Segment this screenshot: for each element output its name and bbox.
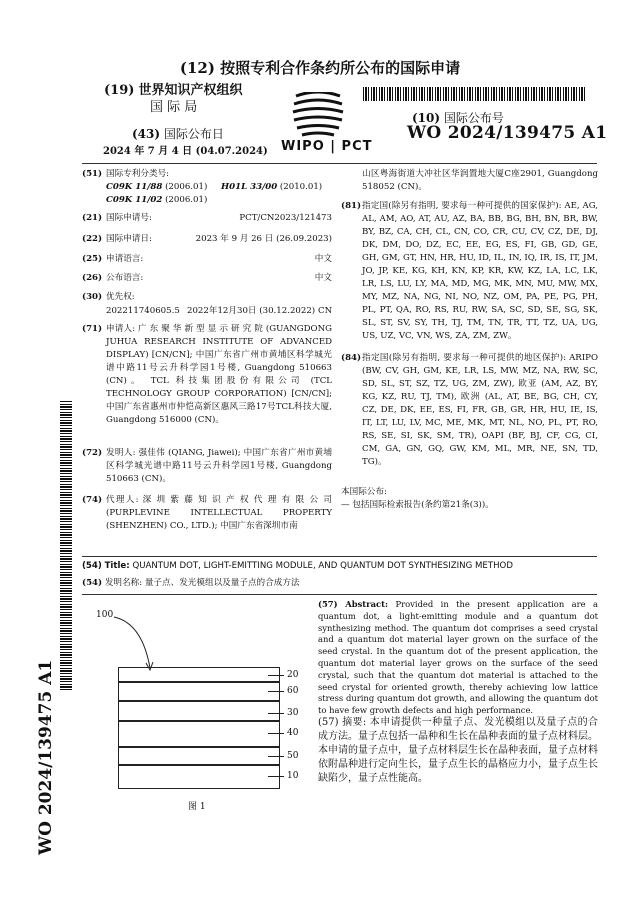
wipo-pct-label: WIPO | PCT xyxy=(281,139,373,154)
ref-arrow-icon xyxy=(112,613,172,673)
layer-30 xyxy=(118,701,280,721)
figure-caption: 图 1 xyxy=(188,802,206,812)
label-30: 30 xyxy=(287,708,299,718)
agent-num: (74) xyxy=(82,495,103,505)
agent-text: 代理人: 深 圳 紫 藤 知 识 产 权 代 理 有 限 公 司 (PURPLEVINE INTELLECTUAL PROPERTY (SHENZHEN) CO., LTD.); 中国广东省深圳市南 xyxy=(106,495,332,531)
layer-50 xyxy=(118,747,280,765)
org-name-text: 世界知识产权组织 xyxy=(138,83,243,98)
layer-20 xyxy=(118,667,280,682)
published-item: — 包括国际检索报告(条约第21条(3))。 xyxy=(341,500,494,510)
publication-language: (26) 公布语言: 中文 xyxy=(82,273,332,283)
barcode-side xyxy=(60,400,72,690)
label-50: 50 xyxy=(287,751,299,761)
label-40: 40 xyxy=(287,728,299,738)
label-20: 20 xyxy=(287,670,299,680)
filing-date: (22) 国际申请日: 2023 年 9 月 26 日 (26.09.2023) xyxy=(82,234,332,244)
header-rule xyxy=(82,163,597,164)
ipc-field: (51) 国际专利分类号: xyxy=(82,169,170,179)
published-label: 本国际公布: xyxy=(341,487,387,497)
layer-40 xyxy=(118,721,280,747)
pubno-label: (10) 国际公布号 xyxy=(412,111,504,125)
barcode-top xyxy=(363,87,585,101)
title-en: (54) Title: QUANTUM DOT, LIGHT-EMITTING MODULE, AND QUANTUM DOT SYNTHESIZING METHOD xyxy=(82,561,513,571)
regional-num: (84) xyxy=(341,353,362,363)
pubno-value: WO 2024/139475 A1 xyxy=(407,123,608,143)
agent-text-cont: 山区粤海街道大冲社区华润置地大厦C座2901, Guangdong 518052 (CN)。 xyxy=(362,169,598,192)
document-title: (12) 按照专利合作条约所公布的国际申请 xyxy=(179,59,461,77)
pubdate-label: (43) 国际公布日 xyxy=(132,127,224,141)
applicant-text: 申请人: 广 东 聚 华 新 型 显 示 研 究 院 (GUANGDONG JUHUA RESEARCH INSTITUTE OF ADVANCED DISPLAY) [CN/CN]; 中国广东省广州市黄埔区科学城光谱中路11号云升科学园1号楼, Guangdong 510663 (CN)。 TCL 科技集团股份有限公司 (TCL TECHNOLOGY GROUP CORPORATION) [CN/CN]; 中国广东省惠州市仲恺高新区惠风三路17号TCL科技大厦, Guangdong 516000 (CN)。 xyxy=(106,324,332,425)
label-10: 10 xyxy=(287,771,299,781)
priority-field: (30) 优先权: xyxy=(82,292,135,302)
wipo-logo xyxy=(288,92,348,142)
filing-language: (25) 申请语言: 中文 xyxy=(82,254,332,264)
applicant-num: (71) xyxy=(82,324,103,334)
inventor-num: (72) xyxy=(82,448,103,458)
wipo-emblem-icon xyxy=(288,92,348,142)
org-sub: 国 际 局 xyxy=(150,100,198,115)
inventor-text: 发明人: 强佳伟 (QIANG, Jiawei); 中国广东省广州市黄埔区科学城光谱中路11号云升科学园1号楼, Guangdong 510663 (CN)。 xyxy=(106,448,332,484)
org-num: (19) xyxy=(104,83,135,98)
title-zh: (54) 发明名称: 量子点、发光模组以及量子点的合成方法 xyxy=(82,578,300,588)
side-pubno: WO 2024/139475 A1 xyxy=(36,659,56,855)
layer-60 xyxy=(118,682,280,701)
ipc-line-1: C09K 11/88 (2006.01) xyxy=(106,182,208,192)
layer-10 xyxy=(118,765,280,789)
pubdate-value: 2024 年 7 月 4 日 (04.07.2024) xyxy=(103,146,268,157)
priority-appno: 202211740605.5 xyxy=(106,306,180,316)
org-name xyxy=(104,84,243,97)
priority-date: 2022年12月30日 (30.12.2022) xyxy=(187,306,316,316)
designated-states: 指定国(除另有指明, 要求每一种可提供的国家保护): AE, AG, AL, AM, AO, AT, AU, AZ, BA, BB, BG, BH, BN, BR, BW, BY, BZ, CA, CH, CL, CN, CO, CR, CU, CV, CZ, DE, DJ, DK, DM, DO, DZ, EC, EE, EG, ES, FI, GB, GD, GE, GH, GM, GT, HN, HR, HU, ID, IL, IN, IQ, IR, IS, IT, JM, JO, JP, KE, KG, KH, KN, KP, KR, KW, KZ, LA, LC, LK, LR, LS, LU, LY, MA, MD, MG, MK, MN, MU, MW, MX, MY, MZ, NA, NG, NI, NO, NZ, OM, PA, PE, PG, PH, PL, PT, QA, RO, RS, RU, RW, SA, SC, SD, SE, SG, SK, SL, ST, SV, SY, TH, TJ, TM, TN, TR, TT, TZ, UA, UG, US, UZ, VC, VN, WS, ZA, ZM, ZW。 xyxy=(362,201,598,341)
figure-1 xyxy=(82,605,312,820)
abstract-zh: (57) 摘要: 本申请提供一种量子点、发光模组以及量子点的合成方法。量子点包括一晶种和生长在晶种表面的量子点材料层。本申请的量子点中，量子点材料层生长在晶种表面，量子点材料依附晶种进行定向生长，量子点生长的晶格应力小，量子点生长缺陷少，量子点性能高。 xyxy=(318,717,598,784)
states-num: (81) xyxy=(341,201,362,211)
title-rule-bottom xyxy=(82,594,597,595)
label-60: 60 xyxy=(287,686,299,696)
title-rule-top xyxy=(82,556,597,557)
ref-100: 100 xyxy=(96,610,114,620)
ipc-line-3: C09K 11/02 (2006.01) xyxy=(106,195,208,205)
priority-country: CN xyxy=(318,306,333,316)
application-number: (21) 国际申请号: PCT/CN2023/121473 xyxy=(82,213,332,223)
regional-states: 指定国(除另有指明, 要求每一种可提供的地区保护): ARIPO (BW, CV, GH, GM, KE, LR, LS, MW, MZ, NA, RW, SC, SD, SL, ST, SZ, TZ, UG, ZM, ZW), 欧亚 (AM, AZ, BY, KG, KZ, RU, TJ, TM), 欧洲 (AL, AT, BE, BG, CH, CY, CZ, DE, DK, EE, ES, FI, FR, GB, GR, HR, HU, IE, IS, IT, LT, LU, LV, MC, ME, MK, MT, NL, NO, PL, PT, RO, RS, SE, SI, SK, SM, TR), OAPI (BF, BJ, CF, CG, CI, CM, GA, GN, GQ, GW, KM, ML, MR, NE, SN, TD, TG)。 xyxy=(362,353,598,467)
abstract-en: (57) Abstract: Provided in the present application are a quantum dot, a light-emitting module and a quantum dot synthesizing method. The quantum dot comprises a seed crystal and a quantum dot material layer grown on the surface of the seed crystal. In the quantum dot of the present application, the quantum dot material layer grows on the surface of the seed crystal, such that the quantum dot material is attached to the seed crystal for oriented growth, thereby achieving low lattice stress during quantum dot growth, and allowing the quantum dot to have few growth defects and high performance. xyxy=(318,599,598,716)
ipc-line-2: H01L 33/00 (2010.01) xyxy=(221,182,323,192)
